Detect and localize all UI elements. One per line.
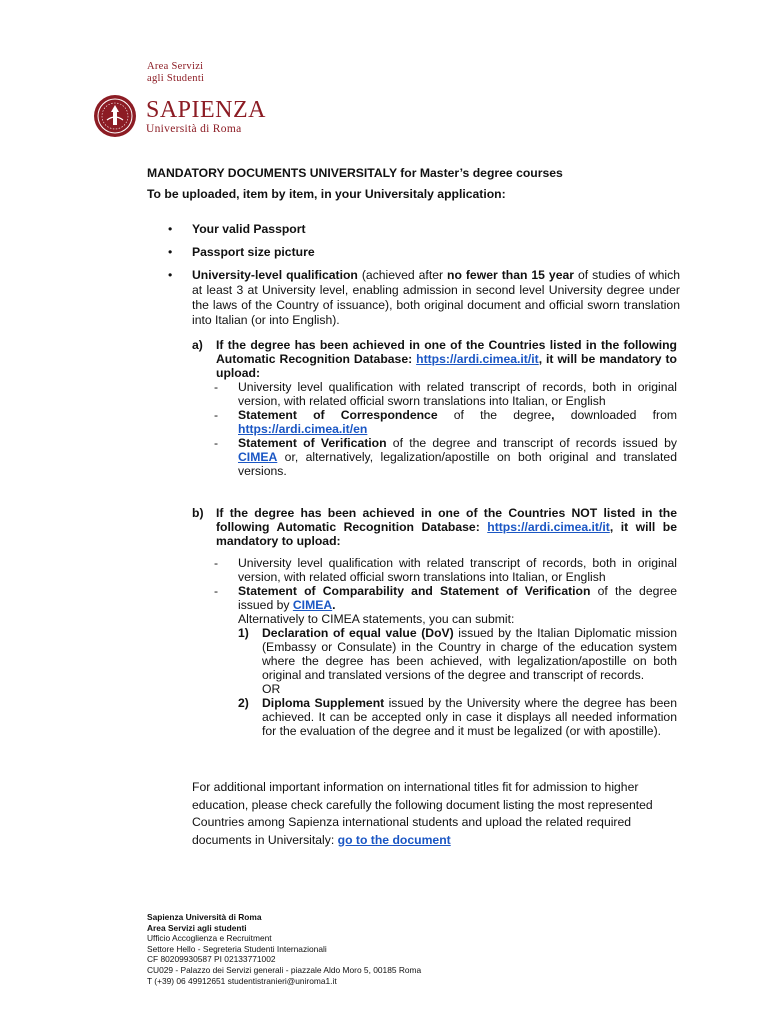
list-item: - Statement of Verification of the degree and transcript of records issued by CIMEA or, alternatively, legalization/apostille on both original and translated versions. — [214, 436, 677, 478]
list-item: - Statement of Comparability and Statement of Verification of the degree issued by CIMEA. Alternatively to CIMEA statements, you can submit: — [214, 584, 677, 626]
list-item: - University level qualification with related transcript of records, both in original version, with related official sworn translations into Italian, or English — [214, 556, 677, 584]
list-item: - Statement of Correspondence of the degree, downloaded from https://ardi.cimea.it/en — [214, 408, 678, 436]
additional-info-paragraph: For additional important information on international titles fit for admission to higher education, please check carefully the following document listing the most represented Countries among Sapienza international students and upload the related required documents in Universitaly: go to the document — [192, 780, 653, 847]
section-a-heading: a) If the degree has been achieved in one of the Countries listed in the following Automatic Recognition Database: https://ardi.cimea.it/it, it will be mandatory to upload: — [192, 338, 677, 380]
brand-name: SAPIENZA — [146, 97, 267, 123]
bullet-marker: • — [168, 245, 173, 259]
cimea-link[interactable]: CIMEA — [238, 450, 278, 464]
section-a — [192, 338, 677, 478]
sapienza-brand — [146, 98, 266, 136]
section-b — [192, 506, 677, 738]
sapienza-seal-logo — [93, 94, 137, 138]
document-subtitle: To be uploaded, item by item, in your Universitaly application: — [147, 187, 506, 201]
list-item: • Passport size picture — [168, 245, 315, 259]
section-b-heading: b) If the degree has been achieved in one of the Countries NOT listed in the following Automatic Recognition Database: https://ardi.cimea.it/it, it will be mandatory to upload: — [192, 506, 677, 548]
ardi-it-link[interactable]: https://ardi.cimea.it/it — [487, 520, 610, 534]
list-item: • University-level qualification (achieved after no fewer than 15 year of studies of which at least 3 at University level, enabling admission in second level University degree under the laws of the Country of issuance), both original document and official sworn translation into Italian (or into English). — [168, 268, 680, 327]
ardi-en-link[interactable]: https://ardi.cimea.it/en — [238, 422, 368, 436]
list-item: 1) Declaration of equal value (DoV) issued by the Italian Diplomatic mission (Embassy or Consulate) in the Country in charge of the education system where the degree has been achieved, with legalization/apostille on both original and translated versions of the degree and transcript of records. OR — [238, 626, 677, 696]
required-documents-list — [168, 222, 680, 336]
list-item: - University level qualification with related transcript of records, both in original version, with related official sworn translations into Italian, or English — [214, 380, 677, 408]
area-servizi-label: Area Servizi agli Studenti — [147, 61, 205, 84]
bullet-marker: • — [168, 222, 173, 236]
go-to-document-link[interactable]: go to the document — [337, 832, 451, 847]
document-title: MANDATORY DOCUMENTS UNIVERSITALY for Master’s degree courses — [147, 166, 563, 180]
bullet-marker: • — [168, 268, 173, 282]
list-item: 2) Diploma Supplement issued by the University where the degree has been achieved. It can be accepted only in case it displays all needed information for the evaluation of the degree and it must be legalized (or with apostille). — [238, 696, 677, 738]
ardi-it-link[interactable]: https://ardi.cimea.it/it — [416, 352, 539, 366]
cimea-link[interactable]: CIMEA — [292, 598, 333, 612]
or-separator: OR — [262, 682, 281, 696]
footer-contacts: Sapienza Università di Roma Area Servizi agli studenti Ufficio Accoglienza e Recruitment Settore Hello - Segreteria Studenti Internazionali CF 80209930587 PI 02133771002 CU029 - Palazzo dei Servizi generali - piazzale Aldo Moro 5, 00185 Roma T (+39) 06 49912651 studentistranieri@uniroma1.it — [147, 912, 422, 986]
brand-subtitle: Università di Roma — [146, 123, 242, 135]
alternative-note: Alternatively to CIMEA statements, you can submit: — [238, 612, 515, 626]
list-item: • Your valid Passport — [168, 222, 306, 236]
